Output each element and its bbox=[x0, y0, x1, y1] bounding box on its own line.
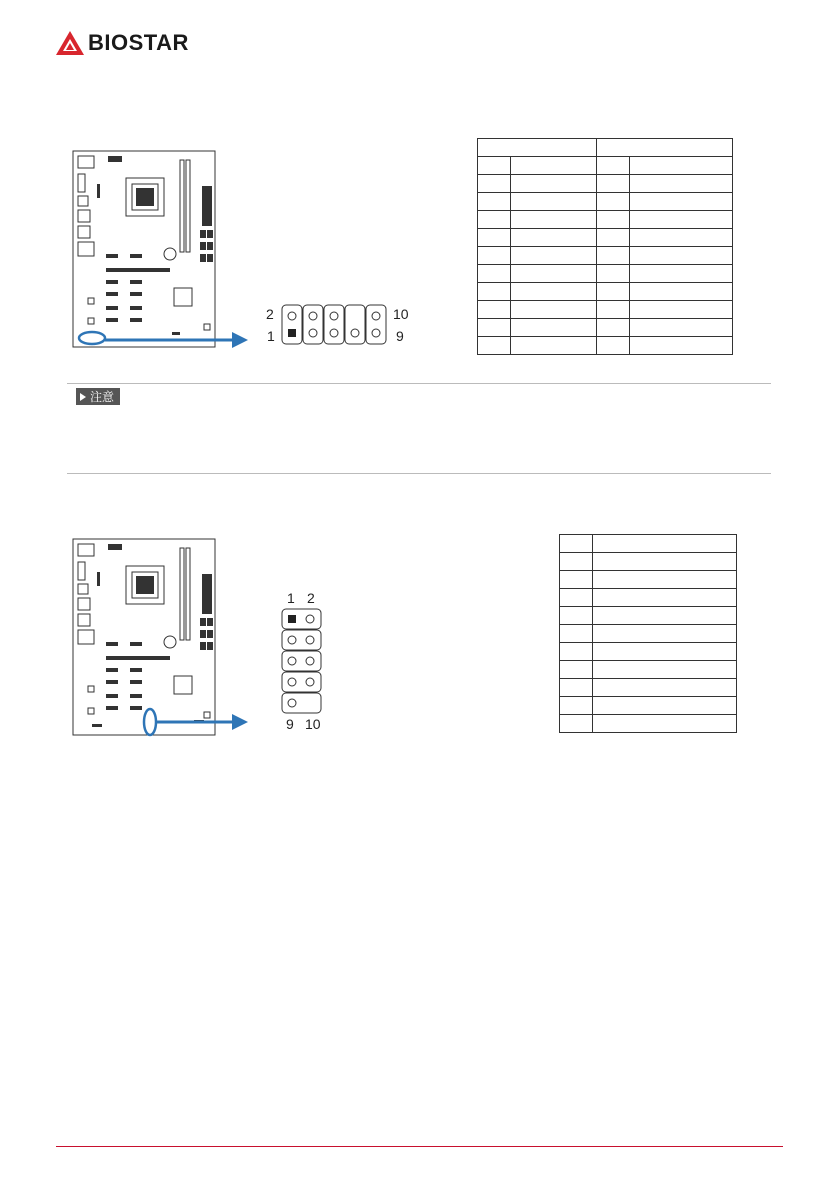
table-row bbox=[478, 301, 733, 319]
table-row bbox=[560, 553, 737, 571]
pin-label-top-right: 2 bbox=[307, 590, 315, 606]
table-row bbox=[560, 679, 737, 697]
table-row bbox=[478, 247, 733, 265]
table-row bbox=[478, 193, 733, 211]
table-row bbox=[478, 229, 733, 247]
note-bottom-rule bbox=[67, 473, 771, 474]
pin-table-2 bbox=[559, 534, 737, 733]
pin-label-bottom-right: 10 bbox=[305, 716, 321, 732]
pin-label-top-right: 10 bbox=[393, 306, 409, 322]
note-top-rule bbox=[67, 383, 771, 384]
footer-rule bbox=[56, 1146, 783, 1147]
table-row bbox=[478, 337, 733, 355]
table-header-row bbox=[478, 139, 733, 157]
pin-label-top-left: 1 bbox=[287, 590, 295, 606]
motherboard-diagram-2 bbox=[72, 538, 252, 738]
pin-label-bottom-left: 1 bbox=[267, 328, 275, 344]
table-row bbox=[478, 175, 733, 193]
note-label: 注意 bbox=[90, 390, 115, 404]
table-row bbox=[560, 661, 737, 679]
motherboard-diagram-1 bbox=[72, 150, 252, 350]
table-row bbox=[560, 625, 737, 643]
note-tag bbox=[76, 388, 120, 405]
brand-logo bbox=[56, 30, 189, 56]
table-row bbox=[560, 589, 737, 607]
header-pin-diagram-2 bbox=[281, 608, 323, 716]
pin-label-bottom-left: 9 bbox=[286, 716, 294, 732]
table-row bbox=[560, 697, 737, 715]
table-row bbox=[560, 571, 737, 589]
table-row bbox=[560, 607, 737, 625]
pin-label-top-left: 2 bbox=[266, 306, 274, 322]
table-row bbox=[560, 535, 737, 553]
table-row bbox=[478, 157, 733, 175]
table-row bbox=[478, 265, 733, 283]
table-row bbox=[478, 319, 733, 337]
header-pin-diagram-1 bbox=[281, 304, 389, 346]
table-row bbox=[478, 211, 733, 229]
table-row bbox=[560, 715, 737, 733]
pin-label-bottom-right: 9 bbox=[396, 328, 404, 344]
table-row bbox=[478, 283, 733, 301]
biostar-logo-icon bbox=[56, 31, 84, 55]
play-triangle-icon bbox=[80, 393, 86, 401]
table-row bbox=[560, 643, 737, 661]
pin-table-1 bbox=[477, 138, 733, 355]
brand-name: BIOSTAR bbox=[88, 30, 189, 55]
